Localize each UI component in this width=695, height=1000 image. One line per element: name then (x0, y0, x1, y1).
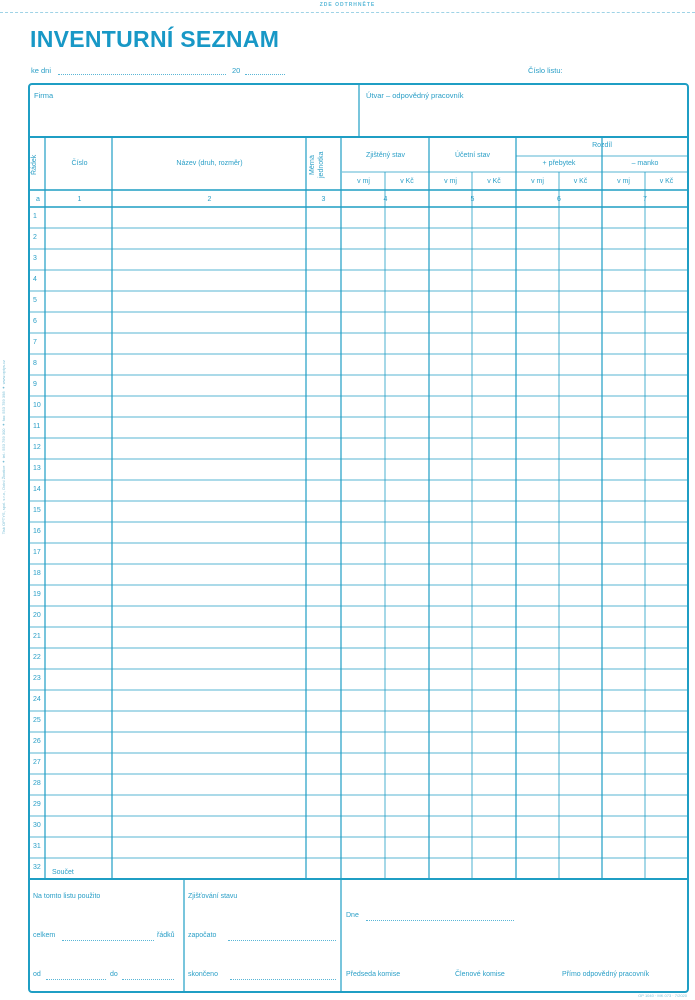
row-number: 29 (33, 801, 41, 808)
sub-ucetni-mj: v mj (444, 178, 457, 185)
row-number: 6 (33, 318, 37, 325)
sub-ucetni-kc: v Kč (487, 178, 501, 185)
index-a: a (36, 196, 40, 203)
od-label: od (33, 971, 41, 978)
firma-label: Firma (34, 91, 54, 100)
utvar-field[interactable] (360, 103, 686, 135)
sub-manko-kc: v Kč (659, 178, 674, 185)
index-5: 5 (470, 196, 475, 203)
form-outer-border (29, 84, 688, 992)
sub-zjisteny-mj: v mj (357, 178, 370, 185)
col-rozdil: Rozdíl (592, 142, 612, 149)
col-zjisteny-stav: Zjištěný stav (366, 152, 405, 159)
row-number: 8 (33, 360, 37, 367)
cislo-listu-label: Číslo listu: (528, 66, 563, 75)
utvar-label: Útvar – odpovědný pracovník (366, 91, 464, 100)
dne-label: Dne (346, 912, 359, 919)
row-number: 13 (33, 465, 41, 472)
row-number: 25 (33, 717, 41, 724)
zapocato-field[interactable] (228, 940, 336, 941)
skonceno-label: skončeno (188, 971, 218, 978)
page-title: INVENTURNÍ SEZNAM (30, 26, 280, 52)
row-number: 3 (33, 255, 37, 262)
row-number: 18 (33, 570, 41, 577)
row-number: 1 (33, 213, 37, 220)
index-1: 1 (77, 196, 82, 203)
row-number: 11 (33, 423, 41, 430)
col-manko: – manko (631, 160, 659, 167)
row-number: 28 (33, 780, 41, 787)
printer-info: Tisk OPTYS, spol. s r.o., Dolní Životice ● tel.: 553 759 300 ● fax: 553 759 398 ● www.optys.cz (1, 360, 6, 535)
sub-prebytek-mj: v mj (531, 178, 544, 185)
index-2: 2 (207, 196, 212, 203)
row-number: 10 (33, 402, 41, 409)
col-nazev: Název (druh, rozměr) (176, 160, 243, 167)
dne-field[interactable] (366, 920, 514, 921)
row-number: 12 (33, 444, 41, 451)
row-number: 19 (33, 591, 41, 598)
celkem-field[interactable] (62, 940, 154, 941)
row-number: 9 (33, 381, 37, 388)
zapocato-label: započato (188, 932, 217, 939)
skonceno-field[interactable] (230, 979, 336, 980)
index-7: 7 (643, 196, 647, 203)
index-3: 3 (321, 196, 326, 203)
row-number: 27 (33, 759, 41, 766)
clenove-label: Členové komise (455, 971, 505, 978)
row-number: 7 (33, 339, 37, 346)
row-number: 21 (33, 633, 41, 640)
row-number: 26 (33, 738, 41, 745)
na-tomto-listu-label: Na tomto listu použito (33, 893, 101, 900)
sub-zjisteny-kc: v Kč (400, 178, 414, 185)
do-label: do (110, 971, 118, 978)
row-number: 16 (33, 528, 41, 535)
soucet-label: Součet (52, 869, 74, 876)
form-code: OP 1040 · MK 073 · 7/2020 (638, 993, 687, 998)
zjistovani-label: Zjišťování stavu (188, 893, 238, 900)
col-radek: Řádek (31, 154, 38, 176)
row-number: 24 (33, 696, 41, 703)
col-merna-jednotka: Měrná jednotka (309, 151, 325, 179)
col-prebytek: + přebytek (542, 160, 576, 167)
row-number: 2 (33, 234, 37, 241)
row-number: 4 (33, 276, 37, 283)
row-number: 22 (33, 654, 41, 661)
firma-field[interactable] (31, 103, 357, 135)
od-field[interactable] (46, 979, 106, 980)
radku-label: řádků (157, 932, 175, 939)
cut-text: ZDE ODTRHNĚTE (319, 2, 376, 8)
row-number: 32 (33, 864, 41, 871)
predseda-label: Předseda komise (346, 971, 401, 978)
row-number: 5 (33, 297, 37, 304)
col-ucetni-stav: Účetní stav (454, 152, 490, 159)
year-prefix: 20 (232, 66, 241, 75)
row-number: 30 (33, 822, 41, 829)
ke-dni-label: ke dni (31, 66, 52, 75)
index-4: 4 (383, 196, 388, 203)
primo-label: Přímo odpovědný pracovník (562, 971, 650, 978)
row-number: 14 (33, 486, 41, 493)
row-number: 20 (33, 612, 41, 619)
col-cislo: Číslo (71, 160, 88, 167)
sub-prebytek-kc: v Kč (573, 178, 588, 185)
row-number: 23 (33, 675, 41, 682)
row-number: 15 (33, 507, 41, 514)
index-6: 6 (557, 196, 561, 203)
sub-manko-mj: v mj (617, 178, 630, 185)
do-field[interactable] (122, 979, 174, 980)
row-number: 31 (33, 843, 41, 850)
row-number: 17 (33, 549, 41, 556)
celkem-label: celkem (33, 932, 56, 939)
